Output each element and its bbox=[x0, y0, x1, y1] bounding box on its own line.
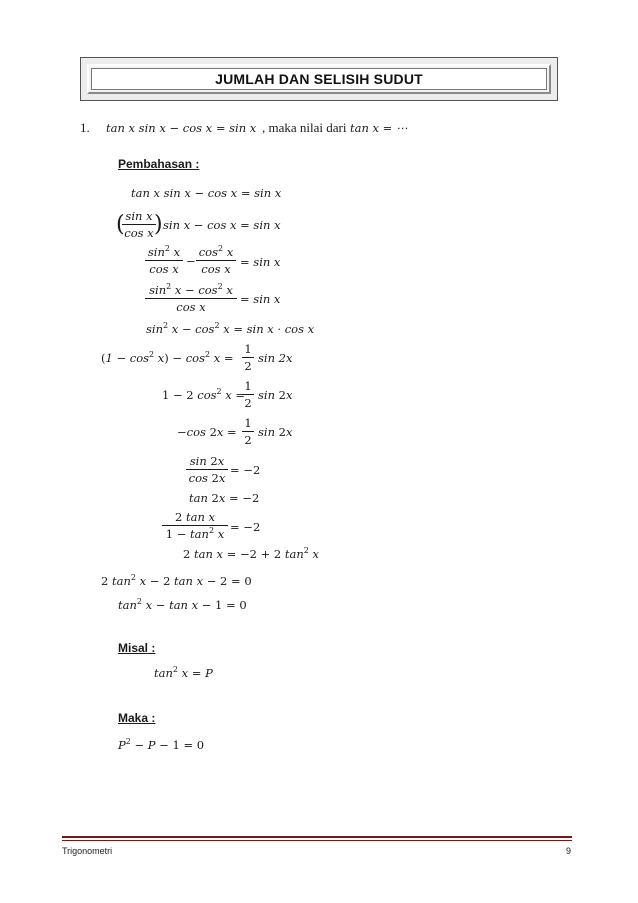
equation-line-3: = sin x bbox=[240, 255, 281, 269]
equation-line-10: tan 2x = −2 bbox=[189, 491, 260, 505]
footer-rule-thick bbox=[62, 836, 572, 838]
fraction-one-half-a: 1 2 bbox=[242, 342, 254, 373]
fraction-sin-over-cos: sin x cos x bbox=[122, 209, 156, 240]
equation-line-6: $(1 - \cos^2 x) - \cos^2 x$ = bbox=[101, 350, 234, 365]
minus-sign: − bbox=[186, 254, 196, 268]
equation-line-9: = −2 bbox=[230, 463, 261, 477]
problem-statement-end: tan x = ⋯ bbox=[350, 121, 408, 135]
fraction-tan-double-angle: 2 tan x $1 - \tan^2 x$ bbox=[162, 510, 228, 541]
equation-line-8: −cos 2x = bbox=[177, 425, 237, 439]
fraction-one-half-b: 1 2 bbox=[242, 379, 254, 410]
pembahasan-label: Pembahasan : bbox=[118, 157, 200, 171]
misal-label: Misal : bbox=[118, 641, 156, 655]
problem-statement-text: , maka nilai dari bbox=[262, 120, 347, 135]
equation-line-6-end: sin 2x bbox=[258, 351, 293, 365]
title-inner bbox=[91, 68, 547, 90]
equation-quadratic: $P^2 - P - 1 = 0$ bbox=[118, 737, 205, 752]
equation-line-1: tan x sin x − cos x = sin x bbox=[131, 186, 282, 200]
page-title: JUMLAH DAN SELISIH SUDUT bbox=[215, 71, 423, 87]
equation-line-7: 1 − 2 $\cos^2 x$ = bbox=[162, 387, 246, 402]
paren-left: ( bbox=[116, 212, 125, 237]
problem-number: 1. bbox=[80, 120, 90, 135]
equation-line-8-end: sin 2x bbox=[258, 425, 293, 439]
title-box bbox=[80, 57, 558, 101]
fraction-cos2-over-cos: $\cos^2 x$ cos x bbox=[196, 245, 236, 276]
equation-substitution: $\tan^2 x = P$ bbox=[154, 665, 213, 680]
footer-rule-thin bbox=[62, 840, 572, 841]
fraction-sin2-over-cos: $\sin^2 x$ cos x bbox=[145, 245, 183, 276]
page-number: 9 bbox=[566, 846, 572, 856]
equation-line-4: = sin x bbox=[240, 292, 281, 306]
equation-line-11: = −2 bbox=[230, 520, 261, 534]
equation-line-5: $\sin^2 x - \cos^2 x = \sin x \cdot \cos x$ bbox=[146, 321, 315, 336]
paren-right: ) bbox=[154, 212, 163, 237]
footer-left: Trigonometri bbox=[62, 846, 113, 856]
equation-line-14: $\tan^2 x - \tan x - 1 = 0$ bbox=[118, 597, 247, 612]
equation-line-12: 2 tan x = −2 + 2 $\tan^2 x$ bbox=[183, 546, 319, 561]
fraction-sin2-minus-cos2: $\sin^2 x - \cos^2 x$ cos x bbox=[145, 283, 237, 314]
fraction-sin2x-over-cos2x: sin 2x cos 2x bbox=[186, 454, 228, 485]
problem-statement-math: tan x sin x − cos x = sin x bbox=[106, 121, 257, 135]
equation-line-13: 2 $\tan^2 x - 2$ tan x − 2 = 0 bbox=[101, 573, 252, 588]
equation-line-7-end: sin 2x bbox=[258, 388, 293, 402]
equation-line-2: sin x − cos x = sin x bbox=[163, 218, 281, 232]
fraction-one-half-c: 1 2 bbox=[242, 416, 254, 447]
maka-label: Maka : bbox=[118, 711, 156, 725]
